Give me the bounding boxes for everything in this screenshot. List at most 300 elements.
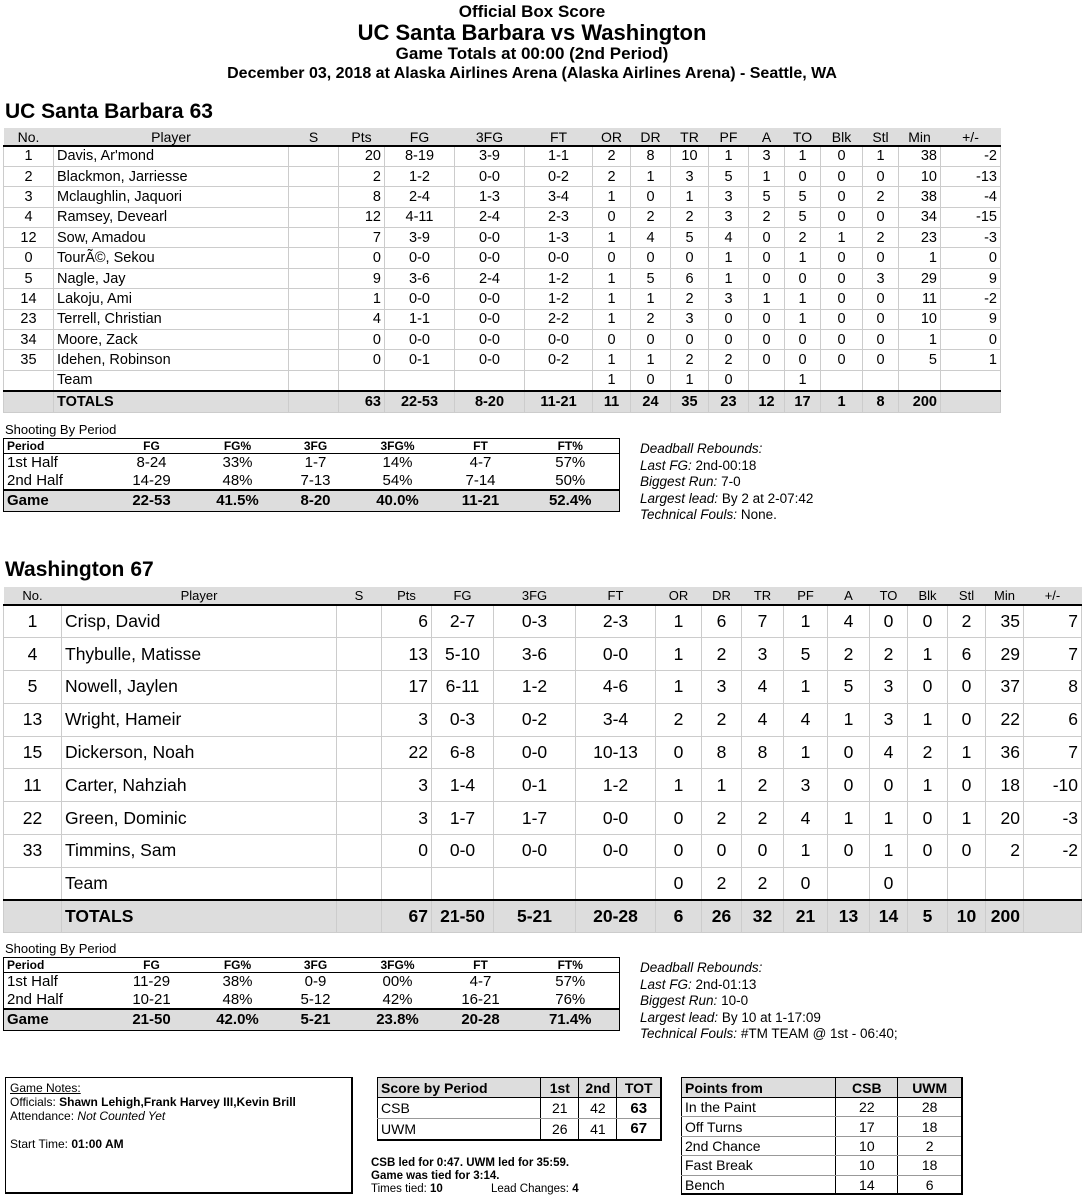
stat-cell: 1-3 [525, 228, 593, 248]
stat-cell: 3-6 [385, 268, 455, 288]
shooting-cell: 38% [222, 973, 253, 991]
stat-cell: 0 [656, 835, 702, 868]
total-cell [289, 391, 339, 413]
shooting-cell: 00% [382, 973, 413, 991]
stat-cell: 0 [749, 228, 785, 248]
stat-cell: 2 [742, 867, 784, 900]
stat-cell: 2 [986, 835, 1024, 868]
total-cell: 24 [631, 391, 671, 413]
stat-cell: 0-1 [385, 350, 455, 370]
stat-cell [385, 370, 455, 390]
stat-cell [289, 166, 339, 186]
game-totals-title: Game Totals at 00:00 (2nd Period) [395, 44, 669, 63]
shooting-cell: 7-13 [300, 471, 331, 489]
stat-cell: 6 [1024, 703, 1082, 736]
stat-cell: 11 [4, 769, 62, 802]
stat-cell [525, 370, 593, 390]
stat-cell: 0-0 [385, 330, 455, 350]
stat-cell: 4-6 [576, 671, 656, 704]
shooting-cell: 23.8% [356, 1009, 440, 1031]
stat-cell: 0 [948, 769, 986, 802]
col-header: OR [656, 587, 702, 605]
player-row [4, 370, 1001, 390]
stat-cell: 5 [785, 187, 821, 207]
col-header: A [828, 587, 870, 605]
col-header: Blk [821, 128, 863, 146]
period-cell: 63 [617, 1098, 661, 1119]
stat-cell: 0 [828, 736, 870, 769]
stat-cell: 0-0 [455, 248, 525, 268]
stat-cell: 0-0 [455, 330, 525, 350]
stat-cell: 1 [899, 330, 941, 350]
total-cell [4, 900, 62, 932]
stat-cell: 18 [986, 769, 1024, 802]
stat-cell: 0 [742, 835, 784, 868]
stat-cell: Timmins, Sam [62, 835, 337, 868]
shooting-col-header: FG% [200, 439, 276, 454]
stat-cell: 0-3 [494, 605, 576, 638]
stat-cell: Mclaughlin, Jaquori [54, 187, 289, 207]
total-cell: 5-21 [494, 900, 576, 932]
stat-cell: 0-0 [494, 835, 576, 868]
col-header: DR [631, 128, 671, 146]
player-row [4, 736, 1082, 769]
lead-info [371, 1157, 579, 1196]
player-row [4, 207, 1001, 227]
stat-cell [4, 370, 54, 390]
stat-cell: 3 [382, 703, 432, 736]
stat-cell [337, 867, 382, 900]
stat-cell: 1-7 [432, 802, 494, 835]
stat-cell: 0 [821, 146, 863, 166]
box-header-row [4, 587, 1082, 605]
stat-cell: 12 [4, 228, 54, 248]
shooting-col-header: FT [440, 958, 522, 973]
shooting-cell: 42.0% [200, 1009, 276, 1031]
game-notes-title: Game Notes: [10, 1081, 81, 1095]
total-cell [1024, 900, 1082, 932]
stat-cell: 0 [749, 248, 785, 268]
stat-cell: 1 [656, 671, 702, 704]
stat-cell: 0-0 [455, 166, 525, 186]
stat-cell: 0 [382, 835, 432, 868]
total-cell: 26 [702, 900, 742, 932]
stat-cell: 1 [785, 309, 821, 329]
total-cell: 200 [986, 900, 1024, 932]
stat-cell: Nowell, Jaylen [62, 671, 337, 704]
stat-cell: 2 [828, 638, 870, 671]
stat-cell: 0 [908, 835, 948, 868]
stat-cell: 3 [784, 769, 828, 802]
stat-cell: 6 [948, 638, 986, 671]
stat-cell: Crisp, David [62, 605, 337, 638]
shooting-col-header: FG% [200, 958, 276, 973]
col-header: Pts [339, 128, 385, 146]
stat-cell: 5 [709, 166, 749, 186]
stat-cell: 1 [870, 802, 908, 835]
shooting-title-csb: Shooting By Period [5, 422, 117, 437]
stat-cell: 5-10 [432, 638, 494, 671]
stat-cell: 1 [948, 736, 986, 769]
shooting-row [4, 472, 620, 490]
stat-cell: 3 [870, 703, 908, 736]
player-row [4, 802, 1082, 835]
stat-cell: 0-3 [432, 703, 494, 736]
stat-cell: -2 [1024, 835, 1082, 868]
stat-cell: 1 [749, 166, 785, 186]
period-cell: UWM [378, 1119, 541, 1140]
period-cell: 67 [617, 1119, 661, 1140]
shooting-col-header: FG [104, 439, 200, 454]
stat-cell: 1 [709, 268, 749, 288]
largest-lead-label: Largest lead: [640, 1009, 719, 1025]
lead-changes-value: 4 [572, 1183, 579, 1195]
player-row [4, 638, 1082, 671]
stat-cell: 2 [749, 207, 785, 227]
player-row [4, 228, 1001, 248]
stat-cell: Wright, Hameir [62, 703, 337, 736]
stat-cell: 1-4 [432, 769, 494, 802]
stat-cell: 1 [593, 289, 631, 309]
game-date-venue: December 03, 2018 at Alaska Airlines Arena (Alaska Airlines Arena) - Seattle, WA [227, 65, 837, 82]
points-cell: 17 [836, 1117, 898, 1136]
stat-cell: -4 [941, 187, 1001, 207]
shooting-cell: 52.4% [522, 490, 620, 512]
total-cell: 20-28 [576, 900, 656, 932]
col-header: 3FG [494, 587, 576, 605]
stat-cell: 0-2 [525, 350, 593, 370]
team-heading-uw [5, 558, 154, 582]
stat-cell: 0 [709, 370, 749, 390]
stat-cell: 1 [828, 802, 870, 835]
total-cell: 35 [671, 391, 709, 413]
stat-cell: 1 [709, 146, 749, 166]
shooting-cell: 1st Half [7, 454, 58, 472]
stat-cell: 0 [785, 350, 821, 370]
stat-cell: 1 [908, 769, 948, 802]
total-cell: 11-21 [525, 391, 593, 413]
col-header: OR [593, 128, 631, 146]
stat-cell: 7 [1024, 736, 1082, 769]
stat-cell [289, 146, 339, 166]
stat-cell: 0 [821, 289, 863, 309]
stat-cell [339, 370, 385, 390]
shooting-table-csb [3, 438, 620, 512]
stat-cell: 3 [671, 309, 709, 329]
stat-cell: 1 [4, 146, 54, 166]
stat-cell: 2 [4, 166, 54, 186]
stat-cell [941, 370, 1001, 390]
stat-cell: 0 [656, 736, 702, 769]
stat-cell: 12 [339, 207, 385, 227]
stat-cell: 1 [631, 350, 671, 370]
total-cell: 1 [821, 391, 863, 413]
stat-cell: 0 [941, 330, 1001, 350]
stat-cell: 2 [702, 802, 742, 835]
last-fg-label: Last FG: [640, 457, 692, 473]
stat-cell: 0 [941, 248, 1001, 268]
stat-cell: 0 [828, 835, 870, 868]
stat-cell [337, 605, 382, 638]
stat-cell [289, 228, 339, 248]
stat-cell: 34 [899, 207, 941, 227]
period-col-header: 1st [541, 1078, 579, 1098]
stat-cell [337, 802, 382, 835]
shooting-cell: 76% [555, 990, 586, 1008]
stat-cell: 2 [702, 703, 742, 736]
stat-cell: 2-7 [432, 605, 494, 638]
shooting-title-uw: Shooting By Period [5, 941, 117, 956]
stat-cell: 3-9 [385, 228, 455, 248]
stat-cell: 0 [863, 309, 899, 329]
stat-cell: 5 [4, 671, 62, 704]
stat-cell: Dickerson, Noah [62, 736, 337, 769]
stat-cell [382, 867, 432, 900]
shooting-col-header: FT [440, 439, 522, 454]
stat-cell: Green, Dominic [62, 802, 337, 835]
shooting-row [4, 973, 620, 991]
stat-cell: 0-0 [432, 835, 494, 868]
points-cell: 10 [836, 1156, 898, 1175]
stat-cell [289, 370, 339, 390]
col-header: DR [702, 587, 742, 605]
stat-cell: 3 [671, 166, 709, 186]
stat-cell: 0 [749, 350, 785, 370]
player-row [4, 835, 1082, 868]
stat-cell: 0 [784, 867, 828, 900]
stat-cell: 0-2 [494, 703, 576, 736]
stat-cell [289, 350, 339, 370]
stat-cell [455, 370, 525, 390]
total-cell: 12 [749, 391, 785, 413]
stat-cell: Blackmon, Jarriesse [54, 166, 289, 186]
stat-cell: 10-13 [576, 736, 656, 769]
period-row [378, 1119, 662, 1140]
stat-cell: 5 [784, 638, 828, 671]
stat-cell: 0 [908, 671, 948, 704]
shooting-cell: 54% [382, 471, 413, 489]
stat-cell [337, 769, 382, 802]
total-cell: 63 [339, 391, 385, 413]
largest-lead-value: By 2 at 2-07:42 [721, 490, 814, 506]
stat-cell: 0 [702, 835, 742, 868]
stat-cell: 1-2 [494, 671, 576, 704]
stat-cell [337, 736, 382, 769]
points-row [682, 1175, 963, 1194]
stat-cell: 1 [821, 228, 863, 248]
stat-cell: 4-11 [385, 207, 455, 227]
stat-cell: 0 [863, 166, 899, 186]
stat-cell: 1 [785, 146, 821, 166]
col-header: FG [385, 128, 455, 146]
stat-cell: -15 [941, 207, 1001, 227]
stat-cell: 0-0 [525, 248, 593, 268]
stat-cell: 2-4 [385, 187, 455, 207]
stat-cell: 2-3 [576, 605, 656, 638]
stat-cell: -2 [941, 289, 1001, 309]
biggest-run-value: 7-0 [721, 474, 741, 489]
col-header: Player [62, 587, 337, 605]
stat-cell: 1 [785, 370, 821, 390]
shooting-col-header: Period [4, 958, 104, 973]
stat-cell: 2 [702, 867, 742, 900]
stat-cell: 6 [702, 605, 742, 638]
col-header: Min [986, 587, 1024, 605]
stat-cell: 1 [870, 835, 908, 868]
player-row [4, 289, 1001, 309]
team-score: 63 [189, 100, 213, 123]
stat-cell: 0 [863, 289, 899, 309]
points-cell: In the Paint [682, 1098, 836, 1117]
shooting-cell: 2nd Half [7, 471, 63, 489]
points-cell: 2 [898, 1136, 962, 1155]
player-row [4, 671, 1082, 704]
shooting-cell: 10-21 [132, 990, 171, 1008]
stat-cell: 3 [742, 638, 784, 671]
col-header: Stl [863, 128, 899, 146]
stat-cell: 7 [1024, 605, 1082, 638]
stat-cell [1024, 867, 1082, 900]
stat-cell: 5 [828, 671, 870, 704]
col-header: +/- [941, 128, 1001, 146]
last-fg-value: 2nd-01:13 [695, 976, 757, 992]
stat-cell [289, 248, 339, 268]
player-row [4, 350, 1001, 370]
col-header: A [749, 128, 785, 146]
stat-cell: 8 [631, 146, 671, 166]
stat-cell: -10 [1024, 769, 1082, 802]
col-header: TO [870, 587, 908, 605]
attendance-label: Attendance: [10, 1109, 75, 1123]
stat-cell: 1 [631, 166, 671, 186]
attendance-value: Not Counted Yet [77, 1109, 166, 1123]
stat-cell: Team [54, 370, 289, 390]
col-header: PF [784, 587, 828, 605]
stat-cell: 0-0 [494, 736, 576, 769]
player-row [4, 769, 1082, 802]
col-header: Player [54, 128, 289, 146]
stat-cell: 0 [593, 248, 631, 268]
stat-cell: 6-8 [432, 736, 494, 769]
stat-cell: 1 [908, 638, 948, 671]
shooting-col-header: 3FG% [356, 958, 440, 973]
stat-cell: 0 [656, 867, 702, 900]
shooting-col-header: 3FG [276, 958, 356, 973]
largest-lead-label: Largest lead: [640, 490, 719, 506]
player-row [4, 605, 1082, 638]
team-score: 67 [130, 558, 154, 581]
total-cell: 32 [742, 900, 784, 932]
stat-cell: 0 [671, 248, 709, 268]
shooting-cell: 4-7 [469, 973, 492, 991]
stat-cell: 1-3 [455, 187, 525, 207]
period-col-header: TOT [617, 1078, 661, 1098]
stat-cell: 1-2 [576, 769, 656, 802]
stat-cell: 2-2 [525, 309, 593, 329]
points-row [682, 1117, 963, 1136]
stat-cell: 8 [339, 187, 385, 207]
biggest-run-label: Biggest Run: [640, 474, 718, 489]
largest-lead-value: By 10 at 1-17:09 [721, 1009, 821, 1025]
stat-cell [948, 867, 986, 900]
points-row [682, 1098, 963, 1117]
stat-cell: 2 [671, 207, 709, 227]
shooting-cell: 5-12 [300, 990, 331, 1008]
total-cell: 6 [656, 900, 702, 932]
team-name: UC Santa Barbara [5, 100, 184, 123]
stat-cell: 10 [899, 166, 941, 186]
stat-cell: 4 [4, 207, 54, 227]
shooting-cell: 14% [382, 454, 413, 472]
stat-cell: 1 [784, 605, 828, 638]
team-heading-csb [5, 100, 213, 124]
stat-cell: 3-4 [525, 187, 593, 207]
stat-cell: 1 [828, 703, 870, 736]
period-row [378, 1098, 662, 1119]
shooting-cell: Game [4, 490, 104, 512]
stat-cell [289, 330, 339, 350]
total-cell: 21-50 [432, 900, 494, 932]
stat-cell: 34 [4, 330, 54, 350]
stat-cell: 0 [785, 166, 821, 186]
stat-cell: 0 [339, 350, 385, 370]
stat-cell: 1 [784, 736, 828, 769]
shooting-cell: 1-7 [304, 454, 327, 472]
player-row [4, 268, 1001, 288]
period-cell: 41 [579, 1119, 617, 1140]
stat-cell: 0 [863, 207, 899, 227]
box-score-table-uw [3, 587, 1082, 933]
stat-cell: 23 [899, 228, 941, 248]
stat-cell: 1 [899, 248, 941, 268]
stat-cell: 1 [749, 289, 785, 309]
stat-cell: 5 [785, 207, 821, 227]
stat-cell: 2 [593, 166, 631, 186]
stat-cell: TourÃ©, Sekou [54, 248, 289, 268]
points-cell: 18 [898, 1156, 962, 1175]
stat-cell: 9 [941, 309, 1001, 329]
player-row [4, 330, 1001, 350]
points-row [682, 1136, 963, 1155]
shooting-cell: 1st Half [7, 973, 58, 991]
total-cell: 67 [382, 900, 432, 932]
points-cell: Bench [682, 1175, 836, 1194]
stat-cell [576, 867, 656, 900]
stat-cell: 2 [709, 350, 749, 370]
totals-row [4, 391, 1001, 413]
total-cell: 200 [899, 391, 941, 413]
start-time-label: Start Time: [10, 1137, 69, 1151]
stat-cell: 1-7 [494, 802, 576, 835]
points-cell: 18 [898, 1117, 962, 1136]
stat-cell: 0-0 [576, 835, 656, 868]
stat-cell: 0 [821, 207, 863, 227]
stat-cell: 1 [702, 769, 742, 802]
points-col-header: CSB [836, 1078, 898, 1098]
points-col-header: Points from [682, 1078, 836, 1098]
times-tied-label: Times tied: [371, 1183, 427, 1195]
stat-cell: 0 [4, 248, 54, 268]
shooting-cell: 57% [555, 973, 586, 991]
stat-cell: 4 [742, 703, 784, 736]
shooting-cell: 0-9 [304, 973, 327, 991]
stat-cell: Thybulle, Matisse [62, 638, 337, 671]
stat-cell: 6 [382, 605, 432, 638]
stat-cell: 2-3 [525, 207, 593, 227]
box-header-row [4, 128, 1001, 146]
shooting-cell: Game [4, 1009, 104, 1031]
shooting-cell: 21-50 [104, 1009, 200, 1031]
